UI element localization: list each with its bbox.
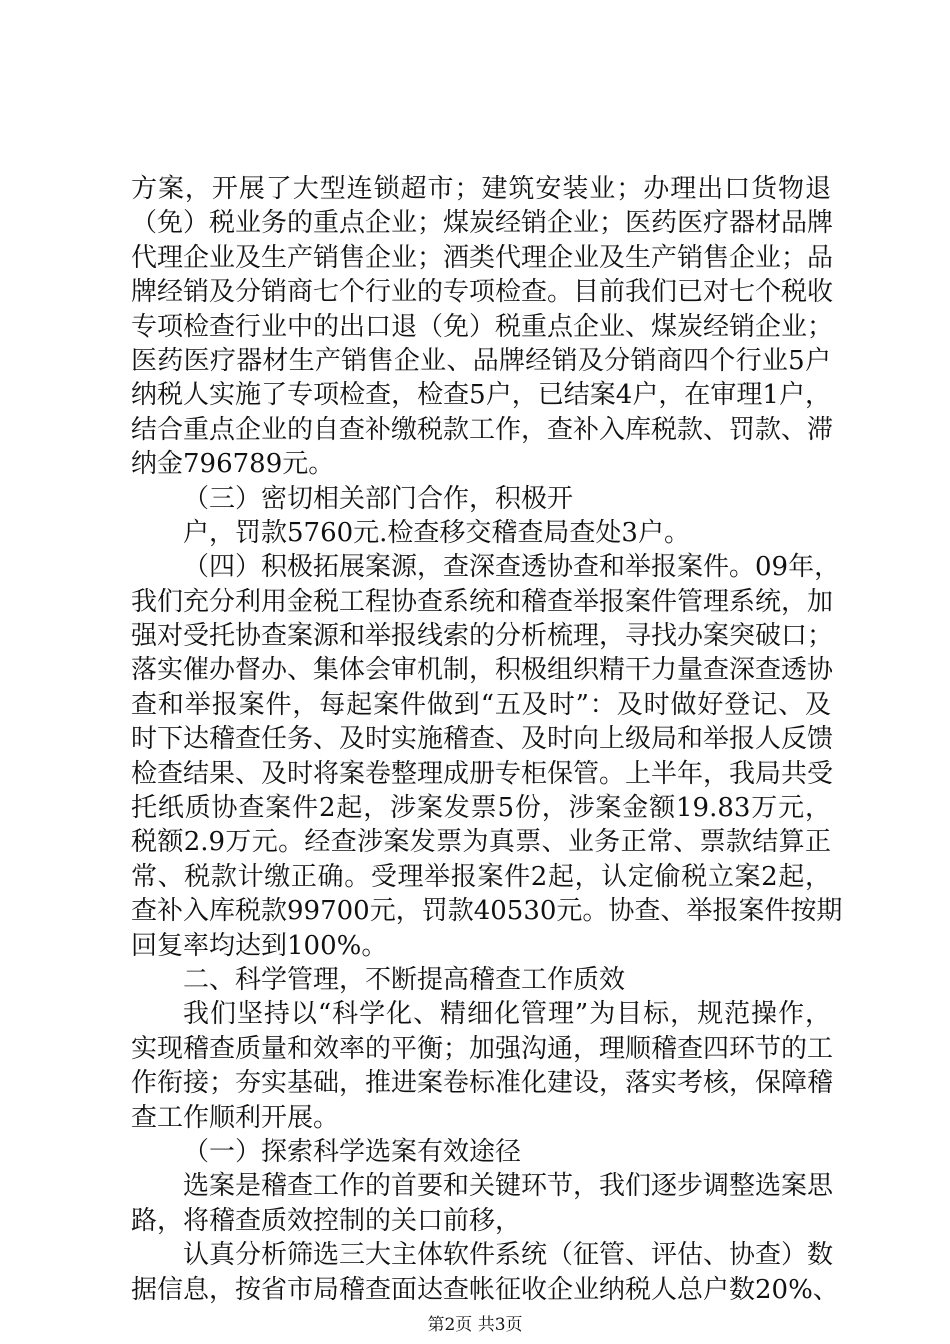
text-line: 二、科学管理，不断提高稽查工作质效	[183, 964, 626, 995]
text-line: 结合重点企业的自查补缴税款工作，查补入库税款、罚款、滞	[131, 414, 834, 445]
text-line: 实现稽查质量和效率的平衡；加强沟通，理顺稽查四环节的工	[131, 1033, 834, 1064]
text-line: 强对受托协查案源和举报线索的分析梳理，寻找办案突破口；	[131, 621, 834, 652]
text-line: 纳金796789元。	[131, 449, 335, 480]
text-line: 落实催办督办、集体会审机制，积极组织精干力量查深查透协	[131, 655, 834, 686]
text-line: 代理企业及生产销售企业；酒类代理企业及生产销售企业；品	[131, 242, 834, 273]
text-line: 纳税人实施了专项检查，检查5户，已结案4户，在审理1户，	[131, 380, 831, 411]
text-line: 税额2.9万元。经查涉案发票为真票、业务正常、票款结算正	[131, 827, 831, 858]
text-line: 牌经销及分销商七个行业的专项检查。目前我们已对七个税收	[131, 277, 834, 308]
text-line: 路，将稽查质效控制的关口前移，	[131, 1205, 522, 1236]
text-line: （四）积极拓展案源，查深查透协查和举报案件。09年，	[183, 552, 841, 583]
text-line: （免）税业务的重点企业；煤炭经销企业；医药医疗器材品牌	[131, 208, 834, 239]
text-line: （三）密切相关部门合作，积极开	[183, 483, 574, 514]
text-line: 选案是稽查工作的首要和关键环节，我们逐步调整选案思	[183, 1171, 834, 1202]
page-footer: 第2页 共3页	[427, 1315, 523, 1335]
text-line: 检查结果、及时将案卷整理成册专柜保管。上半年，我局共受	[131, 758, 834, 789]
text-line: 医药医疗器材生产销售企业、品牌经销及分销商四个行业5户	[131, 345, 831, 376]
text-line: 专项检查行业中的出口退（免）税重点企业、煤炭经销企业；	[131, 311, 834, 342]
text-line: 查补入库税款99700元，罚款40530元。协查、举报案件按期	[131, 896, 843, 927]
document-body	[131, 172, 843, 1307]
text-line: 查工作顺利开展。	[131, 1102, 340, 1133]
text-line: 托纸质协查案件2起，涉案发票5份，涉案金额19.83万元，	[131, 793, 831, 824]
text-line: 回复率均达到100%。	[131, 930, 388, 961]
text-line: 认真分析筛选三大主体软件系统（征管、评估、协查）数	[183, 1240, 834, 1271]
text-line: 时下达稽查任务、及时实施稽查、及时向上级局和举报人反馈	[131, 724, 834, 755]
text-line: 据信息，按省市局稽查面达查帐征收企业纳税人总户数20%、	[131, 1274, 839, 1305]
text-line: 户，罚款5760元.检查移交稽查局查处3户。	[183, 517, 690, 548]
text-line: （一）探索科学选案有效途径	[183, 1136, 522, 1167]
text-line: 我们坚持以“科学化、精细化管理”为目标，规范操作，	[183, 999, 831, 1030]
text-line: 方案，开展了大型连锁超市；建筑安装业；办理出口货物退	[131, 174, 831, 204]
text-line: 作衔接；夯实基础，推进案卷标准化建设，落实考核，保障稽	[131, 1068, 834, 1099]
text-line: 我们充分利用金税工程协查系统和稽查举报案件管理系统，加	[131, 586, 834, 617]
text-line: 查和举报案件，每起案件做到“五及时”：及时做好登记、及	[131, 689, 831, 720]
text-line: 常、税款计缴正确。受理举报案件2起，认定偷税立案2起，	[131, 861, 831, 892]
